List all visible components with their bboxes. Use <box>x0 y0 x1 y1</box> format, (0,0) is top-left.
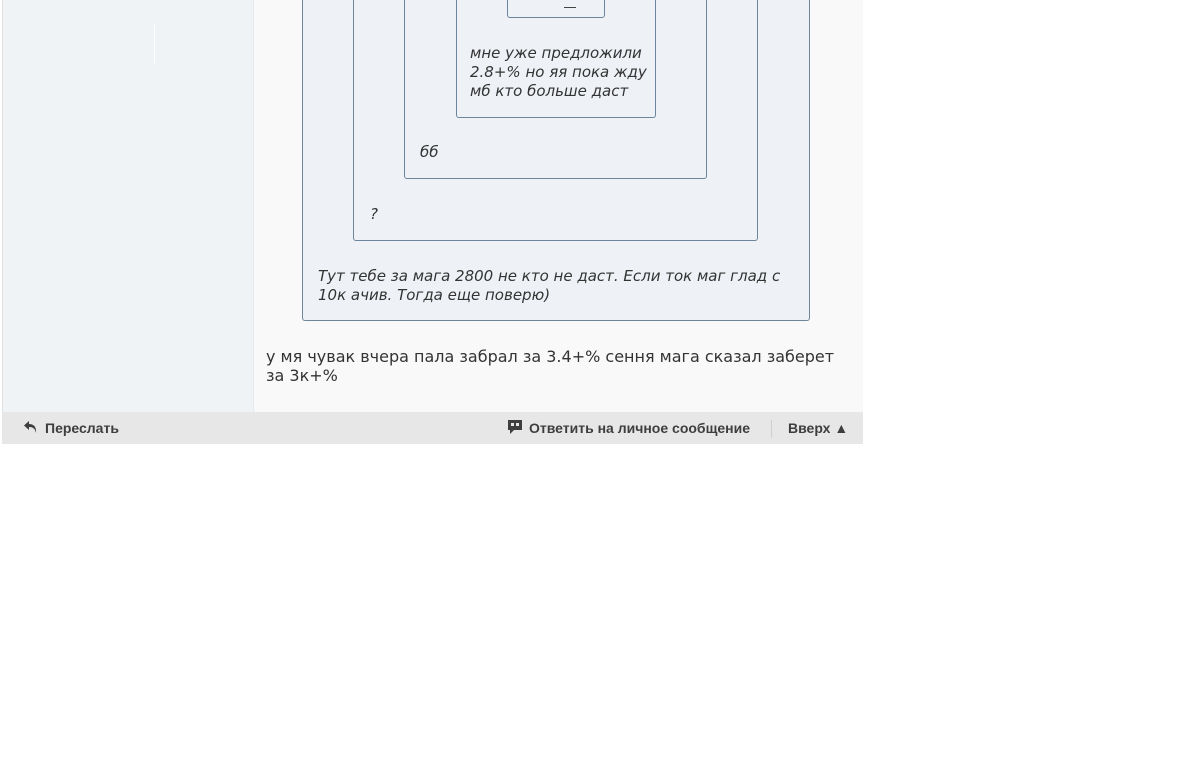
footer-separator <box>771 420 772 438</box>
forward-arrow-icon <box>22 418 40 439</box>
quote-level-1-text: Тут тебе за мага 2800 не кто не даст. Если ток маг глад с 10к ачив. Тогда еще поверю) <box>318 267 781 304</box>
author-sidebar <box>3 0 254 412</box>
back-to-top-button[interactable] <box>788 412 848 444</box>
speech-bubble-icon <box>506 418 524 439</box>
forward-button[interactable] <box>22 412 119 444</box>
post-footer <box>2 412 863 444</box>
forward-label: Переслать <box>45 420 119 436</box>
sidebar-divider <box>154 24 155 64</box>
quote-level-3-text: бб <box>420 143 439 161</box>
quote-level-5-text <box>564 0 576 8</box>
reply-label: Ответить на личное сообщение <box>529 420 751 436</box>
back-to-top-label: Вверх ▲ <box>788 420 849 436</box>
quote-level-5 <box>507 0 605 18</box>
quote-level-4-text: мне уже предложили 2.8+% но яя пока жду мб кто больше даст <box>470 44 647 100</box>
quote-level-2-text: ? <box>370 205 378 223</box>
message-body: у мя чувак вчера пала забрал за 3.4+% сення мага сказал заберет за 3к+% <box>266 347 835 385</box>
reply-private-message-button[interactable] <box>506 412 750 444</box>
